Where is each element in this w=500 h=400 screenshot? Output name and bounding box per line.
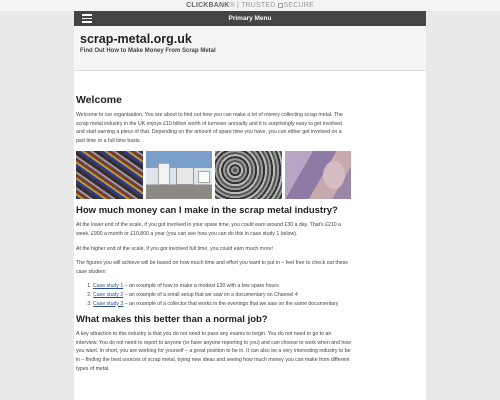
welcome-heading: Welcome	[76, 94, 122, 106]
how-much-paragraph-2: At the higher end of the scale, if you got involved full time, you could earn much more!	[76, 245, 273, 252]
scrap-pile-photo	[215, 151, 282, 199]
copper-wire-photo	[76, 151, 143, 199]
welcome-paragraph: Welcome to our organisation. You are about to find out how you can make a lot of money collecting scrap metal. The scrap metal industry in the UK enjoys £10 billion worth of turnover annually and it is surprisingly easy to get involved and start earning a piece of that. Depending on the amount of spare time you have, you can either get involved on a part time or a full time basis.	[76, 112, 343, 144]
how-much-heading: How much money can I make in the scrap metal industry?	[76, 205, 338, 217]
primary-menu-label[interactable]: Primary Menu	[228, 15, 272, 22]
trust-bar: CLICKBANK® | TRUSTED SECURE	[0, 0, 500, 11]
list-item: 2. Case study 2 – an example of a small setup that we saw on a documentary on Channel 4	[93, 291, 351, 300]
clickbank-logo: CLICKBANK	[186, 2, 230, 9]
better-job-heading: What makes this better than a normal job?	[76, 314, 268, 326]
case-study-list	[93, 282, 351, 308]
main-content	[76, 94, 351, 379]
hamburger-menu-icon[interactable]	[82, 14, 92, 23]
case-study-3-link[interactable]: Case study 3	[93, 300, 124, 307]
banknotes-photo	[285, 151, 352, 199]
lock-icon	[278, 3, 283, 8]
case-study-2-link[interactable]: Case study 2	[93, 291, 124, 298]
how-much-paragraph-1: At the lower end of the scale, if you got involved in your spare time, you could earn around £30 a day. That's £210 a week, £900 a month or £10,800 a year (you can see how you can do this in case study 1 below).	[76, 222, 341, 237]
secure-label: SECURE	[283, 2, 314, 9]
list-item: 1. Case study 1 – an example of how to make a modest £30 with a few spare hours	[93, 282, 351, 291]
primary-nav	[74, 11, 426, 26]
list-item: 3. Case study 3 – an example of a collector that works in the evenings that we saw on the same documentary	[93, 300, 351, 309]
scrap-appliances-photo	[146, 151, 213, 199]
trusted-label: TRUSTED	[241, 2, 276, 9]
site-tagline: Find Out How to Make Money From Scrap Metal	[80, 48, 216, 54]
better-job-paragraph: A key attraction to this industry is that you do not need to pass any exams to begin. You do not need to go to an interview. You do not need to report to anyone (or have anyone reporting to you) and can choose to work when and how you want. In short, you are working for yourself – a great position to be in. It can also be a very interesting industry to be in – finding the best sources of scrap metal, trying new ideas and seeing how much money you can make from different types of metal.	[76, 331, 351, 372]
image-gallery	[76, 151, 351, 199]
site-title[interactable]: scrap-metal.org.uk	[80, 32, 192, 46]
case-study-1-link[interactable]: Case study 1	[93, 283, 124, 290]
site-header	[74, 26, 426, 71]
how-much-paragraph-3: The figures you will achieve will be based on how much time and effort you want to put in – feel free to check out these case studies:	[76, 260, 349, 275]
